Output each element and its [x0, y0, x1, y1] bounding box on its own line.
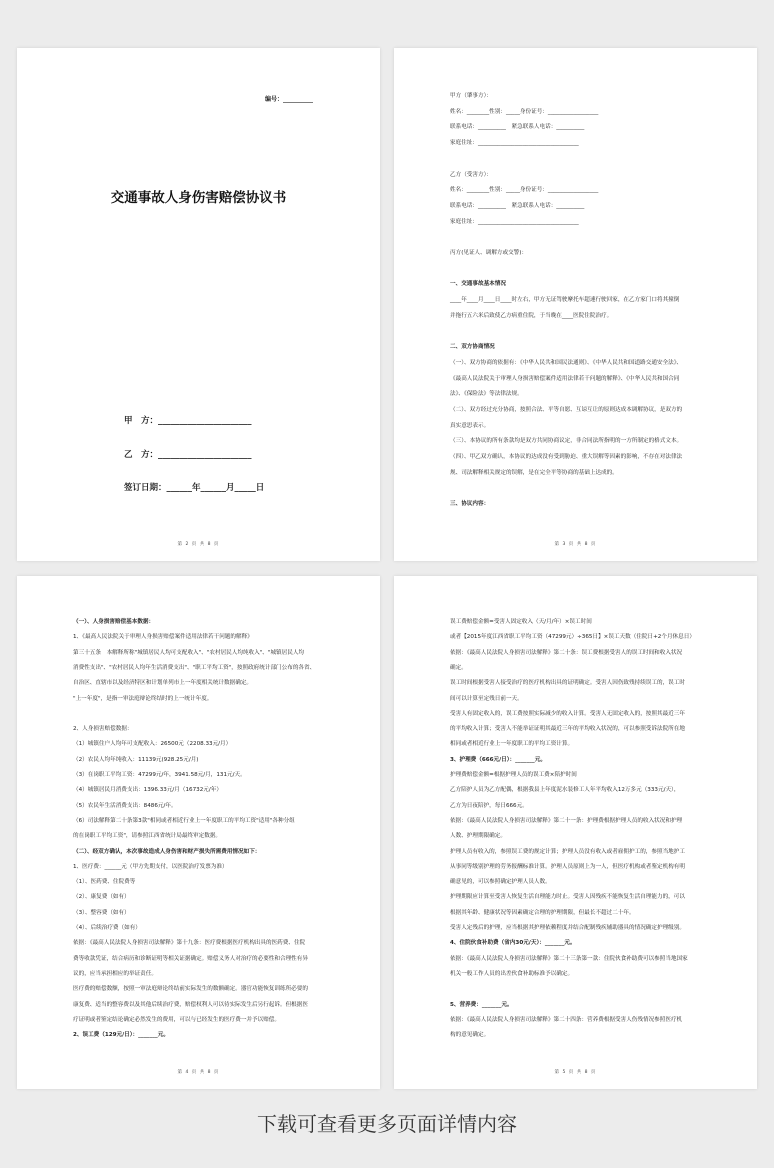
text-line: 二、双方协商情况 [450, 344, 495, 351]
text-line: 《最高人民法院关于审理人身损害赔偿案件适用法律若干问题的解释》、《中华人民共和国合同 [450, 375, 680, 382]
text-line: （4）城镇居民月消费支出：1396.33元/月（16732元/年） [73, 787, 222, 794]
text-line: （2）、康复费（如有） [73, 894, 130, 901]
text-line: 一、交通事故基本情况 [450, 281, 506, 288]
text-line: 构的意见确定。 [450, 1032, 490, 1039]
text-line: （一）、双方协商的依据有：《中华人民共和国民法通则》、《中华人民共和国道路交通安全法》、 [450, 359, 683, 366]
text-line: 依据：《最高人民法院人身损害司法解释》第二十条：误工费根据受害人的误工时间和收入状况 [450, 649, 683, 656]
text-line: 机关一般工作人员的出差伙食补助标准予以确定。 [450, 970, 574, 977]
text-line: 姓名：________性别：_____身份证号：__________________ [450, 187, 599, 194]
text-line: 2、误工费（129元/日）：_______元。 [73, 1032, 169, 1039]
page-footer: 第 5 页 共 8 页 [554, 1070, 597, 1075]
text-line: 三、协议内容： [450, 501, 490, 508]
text-line: 医疗费的赔偿数额，按照一审法庭辩论终结前实际发生的数额确定。器官功能恢复训练所必要的 [73, 986, 308, 993]
text-line: （4）、后续治疗费（如有） [73, 925, 141, 931]
sign-date: 签订日期：______年______月_____日 [124, 483, 265, 493]
text-line: （一）、人身损害赔偿基本数据： [73, 619, 155, 625]
party-b-signature: 乙 方：______________________ [124, 450, 252, 460]
text-line: 受害人定残后的护理，应当根据其护理依赖程度并结合配制残疾辅助器具的情况确定护理级别。 [450, 925, 685, 931]
text-line: 的平均收入计算；受害人不能举证证明其最近三年的平均收入状况的，可以参照受诉法院所在地 [450, 726, 685, 733]
text-line: 误工时间根据受害人接受治疗的医疗机构出具的证明确定。受害人因伤致残持续误工的，误工时 [450, 680, 685, 687]
text-line: 或者【2015年度江西省职工平均工资（47299元）÷365日】×误工天数（住院日+2个月休息日） [450, 634, 695, 641]
compensation-items-page [394, 576, 757, 1089]
text-line: 间可以计算至定残日前一天。 [450, 695, 523, 702]
page-footer: 第 4 页 共 8 页 [177, 1070, 220, 1075]
text-line: 依据：《最高人民法院人身损害司法解释》第十九条：医疗费根据医疗机构出具的医药费、住院 [73, 940, 306, 947]
party-a-signature: 甲 方：______________________ [124, 416, 252, 426]
document-title: 交通事故人身伤害赔偿协议书 [110, 190, 287, 206]
text-line: 1、《最高人民法院关于审理人身损害赔偿案件适用法律若干问题的解释》 [73, 634, 253, 641]
text-line: 康复费、适当的整容费以及其他后续治疗费，赔偿权利人可以待实际发生后另行起诉。但根据医 [73, 1001, 308, 1008]
text-line: 费等收款凭证，结合病历和诊断证明等相关证据确定。赔偿义务人对治疗的必要性和合理性有异 [73, 955, 308, 962]
text-line: （三）、本协议的所有条款均是双方共同协商议定，非合同法所指明的一方所制定的格式文本。 [450, 438, 683, 445]
text-line: 乙方为日夜陪护，每日666元。 [450, 802, 528, 809]
text-line: 护理费赔偿金额=根据护理人员的误工费×陪护时间 [450, 772, 577, 778]
text-line: 人数、护理期限确定。 [450, 833, 506, 840]
download-caption: 下载可查看更多页面详情内容 [257, 1112, 517, 1136]
text-line: 依据：《最高人民法院人身损害司法解释》第二十四条：营养费根据受害人伤残情况参照医疗机 [450, 1016, 683, 1023]
text-line: （二）、经双方确认，本次事故造成人身伤害和财产损失所需费用情况如下： [73, 848, 261, 855]
text-line: 联系电话：__________ 紧急联系人电话：__________ [450, 124, 585, 131]
damages-data-page [17, 576, 380, 1089]
text-line: 甲方（肇事方）： [450, 93, 492, 99]
document-number: 编号：__________ [265, 96, 314, 103]
text-line: ____年____月____日____时左右，甲方无证驾驶摩托车超速行驶回家，在乙方家门口将其撞倒 [450, 297, 680, 304]
text-line: 联系电话：__________ 紧急联系人电话：__________ [450, 202, 585, 209]
text-line: 自治区、直辖市以及经济特区和计划单列市上一年度相关统计数据确定。 [73, 680, 253, 687]
text-line: 疗证明或者鉴定结论确定必然发生的费用，可以与已经发生的医疗费一并予以赔偿。 [73, 1016, 280, 1023]
text-line: （1）、医药费、住院费等 [73, 879, 136, 886]
text-line: （四）、甲乙双方确认，本协议的达成没有受到胁迫、重大误解等因素的影响，不存在对法律法 [450, 454, 683, 461]
text-line: 并拖行五六米后致使乙方病重住院，于当晚在____医院住院治疗。 [450, 312, 613, 319]
text-line: 确意见的，可以参照确定护理人员人数。 [450, 879, 551, 886]
text-line: 3、护理费（666元/日）：_______元。 [450, 756, 546, 763]
text-line: 规、司法解释相关规定的误解，是在完全平等协商的基础上达成的。 [450, 469, 618, 476]
text-line: 依据：《最高人民法院人身损害司法解释》第二十一条：护理费根据护理人员的收入状况和护理 [450, 817, 683, 824]
text-line: （2）农民人均年纯收入：11139元(928.25元/月) [73, 756, 199, 763]
text-line: 相同或者相近行业上一年度职工的平均工资计算。 [450, 741, 574, 748]
text-line: （3）、整容费（如有） [73, 909, 130, 916]
text-line: 乙方（受害方）： [450, 171, 492, 178]
text-line: 确定。 [450, 664, 467, 671]
text-line: （二）、双方经过充分协商，按照合法、平等自愿、互谅互让的原则达成本调解协议，是双方的 [450, 407, 683, 413]
text-line: 从事同等级别护理的劳务报酬标准计算。护理人员原则上为一人，但医疗机构或者鉴定机构有明 [450, 863, 685, 870]
text-line: 家庭住址：____________________________________ [450, 140, 579, 147]
parties-page [394, 48, 757, 561]
text-line: （1）城镇住户人均年可支配收入：26500元（2208.33元/月） [73, 741, 232, 748]
text-line: 4、住院伙食补助费（省内30元/天）：_______元。 [450, 940, 576, 947]
text-line: 2、人身损害赔偿数据： [73, 726, 133, 733]
text-line: 乙方陪护人员为乙方配偶，根据我县上年度泥水装修工人年平均收入12万多元（333元/天）， [450, 787, 680, 794]
page-footer: 第 2 页 共 8 页 [177, 542, 220, 547]
text-line: 依据：《最高人民法院人身损害司法解释》第二十三条第一款：住院伙食补助费可以参照当地国家 [450, 955, 688, 962]
text-line: 护理期限应计算至受害人恢复生活自理能力时止。受害人因残疾不能恢复生活自理能力的，可以 [450, 894, 685, 901]
text-line: 真实意思表示。 [450, 422, 490, 429]
text-line: （3）在岗职工平均工资：47299元/年，3941.58元/月，131元/天。 [73, 772, 246, 778]
text-line: 家庭住址：____________________________________ [450, 218, 579, 225]
text-line: 受害人有固定收入的，误工费按照实际减少的收入计算。受害人无固定收入的，按照其最近三年 [450, 710, 685, 717]
text-line: "上一年度"，是指一审法庭辩论终结时的上一统计年度。 [73, 695, 213, 702]
text-line: 的在岗职工平均工资"，请参照江西省统计局最终审定数据。 [73, 833, 222, 840]
text-line: 议的，应当承担相应的举证责任。 [73, 970, 157, 977]
text-line: 第三十五条 本解释所称"城镇居民人均可支配收入"、"农村居民人均纯收入"、"城镇居民人均 [73, 649, 305, 656]
text-line: 姓名：________性别：_____身份证号：__________________ [450, 108, 599, 115]
text-line: 5、营养费：_______元。 [450, 1001, 513, 1008]
text-line: 护理人员有收入的，参照误工费的规定计算；护理人员没有收入或者雇佣护工的，参照当地护工 [450, 848, 685, 855]
cover-page [17, 48, 380, 561]
text-line: 消费性支出"、"农村居民人均年生活消费支出"、"职工平均工资"，按照政府统计部门公布的各省、 [73, 664, 316, 671]
text-line: 法》、《保险法》等法律法规。 [450, 391, 523, 398]
text-line: （6）司法解释第二十条第3款"相同或者相近行业上一年度职工的平均工资"适用"各种分组 [73, 817, 295, 824]
text-line: （5）农民年生活消费支出：8486元/年。 [73, 802, 177, 809]
text-line: 误工费赔偿金额=受害人固定收入（天/月/年）×误工时间 [450, 619, 592, 625]
text-line: 丙方(见证人、调解方或交警)： [450, 250, 528, 256]
page-footer: 第 3 页 共 8 页 [554, 542, 597, 547]
text-line: 1、医疗费：______元（甲方先期支付，以医院治疗发票为准） [73, 863, 228, 870]
text-line: 根据其年龄、健康状况等因素确定合理的护理期限，但最长不超过二十年。 [450, 909, 635, 916]
